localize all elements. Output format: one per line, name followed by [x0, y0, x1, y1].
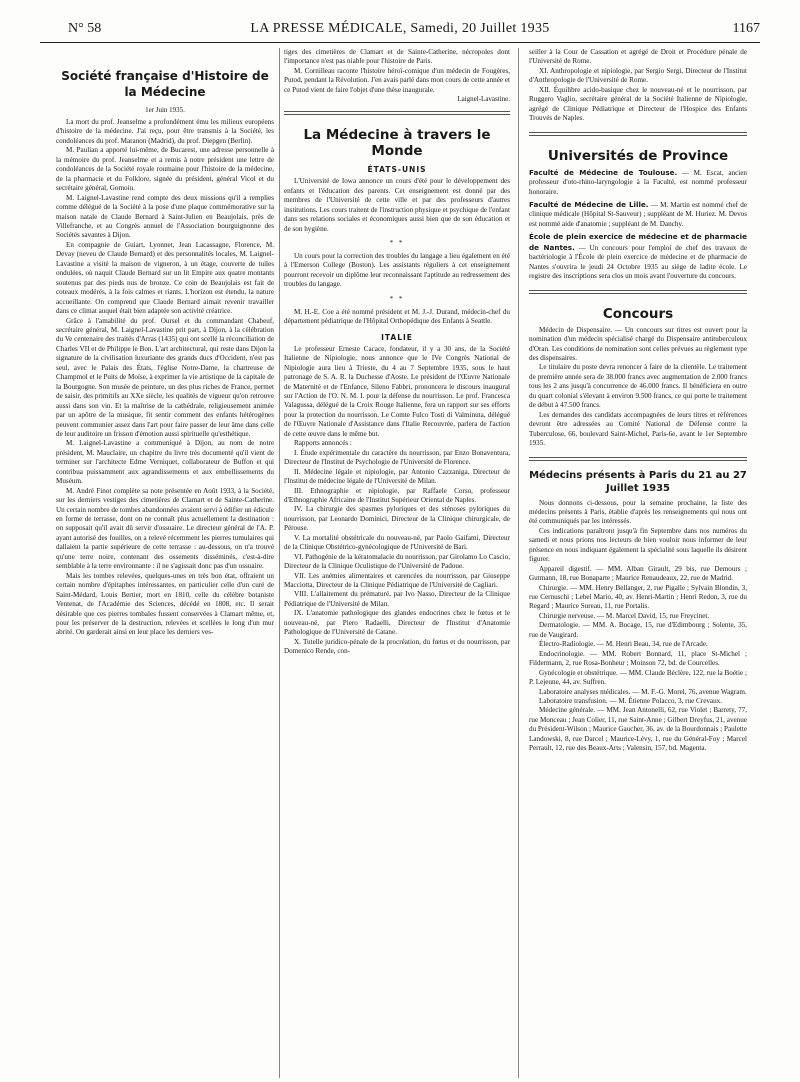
section-title-medecins-presents: Médecins présents à Paris du 21 au 27 Juillet 1935 [529, 469, 747, 494]
report-item: II. Médecine légale et nipiologie, par Antonio Cazzaniga, Directeur de l'Institut de médecine légale de l'Université de Milan. [284, 467, 510, 486]
section-divider [284, 111, 510, 115]
section-title-societe: Société française d'Histoire de la Médecine [61, 69, 269, 99]
paragraph: Ces indications paraîtront jusqu'à fin Septembre dans nos numéros du samedi et nous prions nos lecteurs de bien vouloir nous informer de leur présence en nous indiquant également la spécialité sous laquelle ils désirent figurer. [529, 526, 747, 564]
section-title-universites: Universités de Province [547, 147, 729, 164]
univ-item [529, 168, 747, 197]
paragraph: Grâce à l'amabilité du prof. Oursel et du commandant Chabeuf, secrétaire général, M. Laignel-Lavastine prit part, à Dijon, à la célébration du Ve centenaire des traités d'Arras (1435) qui ont scellé la réconciliation de Charles VII et de Philippe le Bon. L'art architectural, qui reste dans Dijon la signature de la civilisation luxuriante des grands ducs d'Occident, n'est pas seul, avec le Palais des États, l'église Notre-Dame, la chartreuse de Champmol et le Puits de Moïse, à exprimer la vie artistique de la capitale de la Bourgogne. Son musée de peinture, un des plus riches de France, permet de saisir, des primitifs au XXe siècle, les qualités de vigueur qu'on retrouve aussi dans son vin. Et la maîtrise de la cathédrale, religieusement animée par un apôtre de la musique, fit sentir comment des enfants hétérogènes peuvent communier assez dans l'art pour faire passer de leur âme dans celle de leur auditoire un frisson d'émotion aussi spirituelle qu'esthétique. [56, 316, 274, 438]
paragraph: Un cours pour la correction des troubles du langage a lieu également en été à l'Emerson College (Boston). Les assistants réguliers à cet enseignement pourront recevoir un diplôme leur reconnaissant l'aptitude au redressement des troubles du langage. [284, 251, 510, 289]
paragraph: En compagnie de Guiart, Lyonnet, Jean Lacassagne, Florence, M. Devay (neveu de Claude Bernard) et des personnalités locales, M. Laignel-Lavastine a visité la maison de vigneron, à un étage, couverte de tuiles ondulées, où naquit Claude Bernard sur un lit Empire aux quatre montants soutenus par des pieds nus de bronze. Ce coin de Beaujolais est fait de coteaux modérés, à la fois calmes et riants. L'horizon est étendu, la nature accueillante. On comprend que Claude Bernard aimait revenir travailler dans ce climat auquel était bien adaptée son activité créatrice. [56, 240, 274, 316]
univ-item-lead: Faculté de Médecine de Toulouse. [529, 167, 678, 177]
univ-item [529, 232, 747, 281]
meeting-date: 1er Juin 1935. [145, 106, 185, 114]
paragraph: Le titulaire du poste devra renoncer à faire de la clientèle. Le traitement de première année sera de 38.000 francs avec augmentation de 2.000 francs tous les 2 ans jusqu'à concurrence de 46.000 francs. Il bénéficiera en outre du quart colonial s'élevant à environ 9.500 francs, ce qui porte le traitement de début à 47.500 francs. [529, 363, 747, 410]
section-divider [529, 290, 747, 294]
report-item: V. La mortalité obstétricale du nouveau-né, par Paolo Gaifami, Directeur de la Clinique Obstétrico-gynécologique de l'Université de Bari. [284, 533, 510, 552]
univ-item [529, 200, 747, 229]
listing-item: Électro-Radiologie. — M. Henri Beau, 34, rue de l'Arcade. [539, 640, 708, 649]
section-divider [529, 132, 747, 136]
paragraph: tiges des cimetières de Clamart et de Sainte-Catherine, nécropoles dont l'importance n'est pas niable pour l'histoire de Paris. [284, 48, 510, 66]
listing-item: Chirurgie nerveuse. — M. Marcel David, 15, rue Freycinet. [539, 611, 710, 620]
column-divider [279, 48, 280, 1078]
univ-item-text: — M. Martin est nommé chef de clinique médicale (Hôpital St-Sauveur) ; suppléant de M. Huriez. M. Devos est nommé aide d'anatomie ; suppléant de M. Danchy. [529, 200, 747, 228]
paragraph: seiller à la Cour de Cassation et agrégé de Droit et Procédure pénale de l'Université de Rome. [529, 48, 747, 66]
column-1 [56, 48, 274, 1078]
paragraph: M. Paulian a apporté lui-même, de Bucarest, une adresse personnelle à la mémoire du prof. Jeanselme et a remis à notre président une lettre de condoléances de la Société royale roumaine pour l'histoire de la médecine, de la pharmacie et du Folklore, signée du président, général Vicol et du secrétaire général, Gomoiu. [56, 146, 274, 193]
page-header [40, 18, 760, 43]
univ-item-lead: Faculté de Médecine de Lille. [529, 199, 649, 209]
listing-item: Laboratoire transfusion. — M. Étienne Polacco, 3, rue Crevaux. [539, 697, 723, 706]
paragraph: M. H.-E. Coe a été nommé président et M. J.-J. Durand, médecin-chef du département pédiatrique de l'Hôpital Orthopédique des Enfants à Seattle. [284, 307, 510, 326]
page-number: 1167 [732, 21, 760, 36]
paragraph: M. André Finot complète sa note présentée en Août 1933, à la Société, sur les derniers vestiges des cimetières de Clamart et de Sainte-Catherine. Un certain nombre de tombes abandonnées avaient servi à édifier un édicule en forme de terrasse, dont on ne connaît plus actuellement la destination : on supposait qu'il avait dû servir d'ossuaire. Le directeur général de l'A. P. ayant autorisé des fouilles, on a relevé récemment les pierres tumulaires qui dallaient la partie supérieure de cette terrasse : au-dessous, on n'a trouvé qu'une terre noire, contenant des ossements disséminés, c'est-à-dire semblable à la terre environnante : il ne s'agissait donc pas d'un ossuaire. [56, 486, 274, 571]
column-3 [529, 48, 747, 1078]
report-item: X. Tutelle juridico-pénale de la procréation, du fœtus et du nourrisson, par Domenico Rende, con- [284, 637, 510, 656]
signature: Laignel-Lavastine. [457, 95, 510, 104]
report-item: III. Ethnographie et nipiologie, par Raffaele Corso, professeur d'Ethnographie Africaine de l'Institut Supérieur Oriental de Naples. [284, 486, 510, 504]
listing-item: Appareil digestif. — MM. Alban Girault, 29 bis, rue Demours ; Gutmann, 18, rue Bonaparte ; Maurice Renaudeaux, 22, rue de Madrid. [529, 564, 747, 583]
paragraph: L'Université de Iowa annonce un cours d'été pour le développement des enfants et l'éducation des parents. Cet enseignement est donné par des membres de l'Université de cette ville et par des professeurs d'autres institutions. Les cours traitent de l'instruction physique et psychique de l'enfant dans ses relations sociales et économiques aussi bien que de son éducation et de son hygiène. [284, 177, 510, 233]
issue-number: N° 58 [68, 21, 102, 36]
paragraph: Médecin de Dispensaire. — Un concours sur titres est ouvert pour la nomination d'un médecin spécialisé chargé du Dispensaire antituberculeux d'Oran. Les conditions de nomination sont celles prévues au règlement type des dispensaires. [529, 325, 747, 362]
subsection-etats-unis: ÉTATS-UNIS [367, 165, 427, 175]
section-divider [529, 457, 747, 461]
report-item: VIII. L'allaitement du prématuré, par Ivo Nasso, Directeur de la Clinique Pédiatrique de l'Université de Milan. [284, 590, 510, 608]
report-item: VII. Les anémies alimentaires et carencées du nourrisson, par Giuseppe Macciotta, Directeur de la Clinique Pédiatrique de l'Université de Cagliari. [284, 571, 510, 590]
paragraph: Mais les tombes relevées, quelques-unes en très bon état, offraient un certain nombre d'épitaphes intéressantes, en particulier celle d'un curé de Saint-Médard, Louis Bertier, mort en 1810, celle du célèbre botaniste Ventenat, de l'Académie des Sciences, décédé en 1808, etc. Il serait désirable que ces pierres tombales fussent conservées à Clamart même, et, pour les préserver de la destruction, relevées et scellées le long d'un mur abrité. On garderait ainsi en leur place les derniers ves- [56, 571, 274, 637]
column-2 [284, 48, 510, 1078]
section-title-medecine-monde: La Médecine à travers le Monde [303, 127, 491, 160]
paragraph: M. Laignel-Lavastine rend compte des deux missions qu'il a remplies comme délégué de la Société à la pose d'une plaque commémorative sur la maison natale de Claude Bernard à Saint-Julien en Beaujolais, près de Villefranche, et au Congrès annuel de l'Association bourguignonne des Sociétés savantes à Dijon. [56, 193, 274, 240]
listing-item: Laboratoire analyses médicales. — M. F.-G. Morel, 76, avenue Wagram. [539, 687, 747, 696]
separator-stars: * * [389, 294, 405, 303]
paragraph: Rapports annoncés : [294, 439, 352, 448]
paragraph: Le professeur Erneste Cacace, fondateur, il y a 30 ans, de la Société Italienne de Nipiologie, nous annonce que le IVe Congrès National de Nipiologie aura lieu à Trieste, du 4 au 7 Septembre 1935, sous le haut patronage de S. A. R. la Duchesse d'Aoste. Le président de l'Œuvre Nationale de Maternité et de l'Enfance, Sileno Fabbri, prononcera le discours inaugural sur l'Action de l'O. N. M. I. pour la défense du nourrisson. Le prof. Francesca Valagussa, délégué de la Croix Rouge Italienne, fera un rapport sur ses efforts pour la protection du nourrisson. Le Comte Fulco Tosti di Valminuta, délégué de l'Œuvre Nationale d'Assistance dans l'Italie Recouvrée, parlera de l'action de cette œuvre dans le même but. [284, 344, 510, 438]
listing-item: Dermatologie. — MM. A. Bocage, 15, rue d'Edimbourg ; Solente, 35, rue de Vaugirard. [529, 621, 747, 639]
report-item: VI. Pathogénie de la kératomalacie du nourrisson, par Girolamo Lo Cascio, Directeur de la Clinique Oculistique de l'Université de Padoue. [284, 552, 510, 571]
section-title-concours: Concours [602, 305, 674, 322]
newspaper-title: LA PRESSE MÉDICALE, Samedi, 20 Juillet 1935 [250, 21, 550, 36]
paragraph: Les demandes des candidats accompagnées de leurs titres et références devront être adressées au Comité National de Défense contre la Tuberculose, 66, boulevard Saint-Michel, Paris-6e, avant le 1er Septembre 1935. [529, 410, 747, 448]
subsection-italie: ITALIE [381, 332, 413, 342]
separator-stars: * * [389, 238, 405, 247]
report-item: XI. Anthropologie et nipiologie, par Sergio Sergi, Directeur de l'Institut d'Anthropologie de l'Université de Rome. [529, 66, 747, 85]
report-item: XII. Équilibre acido-basique chez le nouveau-né et le nourrisson, par Ruggero Vaglio, secrétaire général de la Société Italienne de Nipiologie, agrégé de Clinique Pédiatrique et Directeur de l'Hospice des Enfants Trouvés de Naples. [529, 85, 747, 123]
listing-item: Gynécologie et obstétrique. — MM. Claude Béclère, 122, rue la Boétie ; P. Lejeune, 44, av. Suffren. [529, 668, 747, 687]
listing-item: Chirurgie. — MM. Henry Bellanger, 2, rue Pigalle ; Sylvain Blondin, 3, rue Cernuschi ; Lebel Mario, 40, av. Henri-Martin ; Henri Redon, 3, rue du Regard ; Maurice Sureau, 11, rue Portalis. [529, 583, 747, 611]
column-divider [518, 48, 519, 1078]
univ-item-text: — M. Escat, ancien professeur d'oto-rhino-laryngologie à la Faculté, est nommé professeur honoraire. [529, 168, 747, 196]
paragraph: M. Cornilleau raconte l'histoire héroï-comique d'un médecin de Fougères, Putod, pendant la Révolution. J'en avais parlé dans mon cours de cette année et ce Putod vient de faire l'objet d'une thèse inaugurale. [284, 66, 510, 94]
univ-item-text: — Un concours pour l'emploi de chef des travaux de bactériologie à l'École de plein exercice de médecine et de pharmacie de Nantes s'ouvrira le jeudi 24 Octobre 1935 au siège de ladite école. Le registre des inscriptions sera clos un mois avant l'ouverture du concours. [529, 243, 747, 281]
paragraph: La mort du prof. Jeanselme a profondément ému les milieux européens d'histoire de la médecine. J'ai reçu, pour être transmis à la Société, les condoléances du prof. Maranon (Madrid), du prof. Diepgen (Berlin). [56, 118, 274, 145]
report-item: IV. La chirurgie des spasmes pyloriques et des sténoses pyloriques du nourrisson, par Leonardo Dominici, Directeur de la Clinique chirurgicale, de Pérouse. [284, 505, 510, 533]
paragraph: M. Laignel-Lavastine a communiqué à Dijon, au nom de notre président, M. Mauclaire, un chapitre du livre très documenté qu'il vient de terminer sur l'architecte Edme Verniquet, collaborateur de Buffon et qui contribua puissamment aux agrandissements et aux embellissements du Muséum. [56, 439, 274, 486]
report-item: IX. L'anatomie pathologique des glandes endocrines chez le fœtus et le nouveau-né, par Piero Radaelli, Directeur de l'Institut d'Anatomie Pathologique de l'Université de Catane. [284, 609, 510, 637]
listing-item: Médecine générale. — MM. Jean Antonelli, 62, rue Violet ; Barrety, 77, rue Monceau ; Jean Colier, 11, rue Saint-Anne ; Gilbert Dreyfus, 21, avenue du Président-Wilson ; Maurice Gaucher, 36, av. de la Bourdonnais ; Paulette Landowski, 8, rue Darcel ; Maurice-Lévy, 1, rue du Général-Foy ; Marcel Perrault, 12, rue des Beaux-Arts ; Valensin, 157, bd. Magenta. [529, 706, 747, 753]
univ-item-lead: École de plein exercice de médecine et de pharmacie de Nantes. [529, 232, 747, 252]
paragraph: Nous donnons ci-dessous, pour la semaine prochaine, la liste des médecins présents à Paris, établie d'après les renseignements qui nous ont été communiqués par les intéressés. [529, 498, 747, 526]
report-item: I. Étude expérimentale du caractère du nourrisson, par Enzo Bonaventura, Directeur de l'Institut de Psychologie de l'Université de Florence. [284, 448, 510, 467]
listing-item: Endocrinologie. — MM. Robert Bonnard, 11, place St-Michel ; Fildermann, 2, rue Rosa-Bonheur ; Moinson 72, bd. de Courcelles. [529, 649, 747, 668]
